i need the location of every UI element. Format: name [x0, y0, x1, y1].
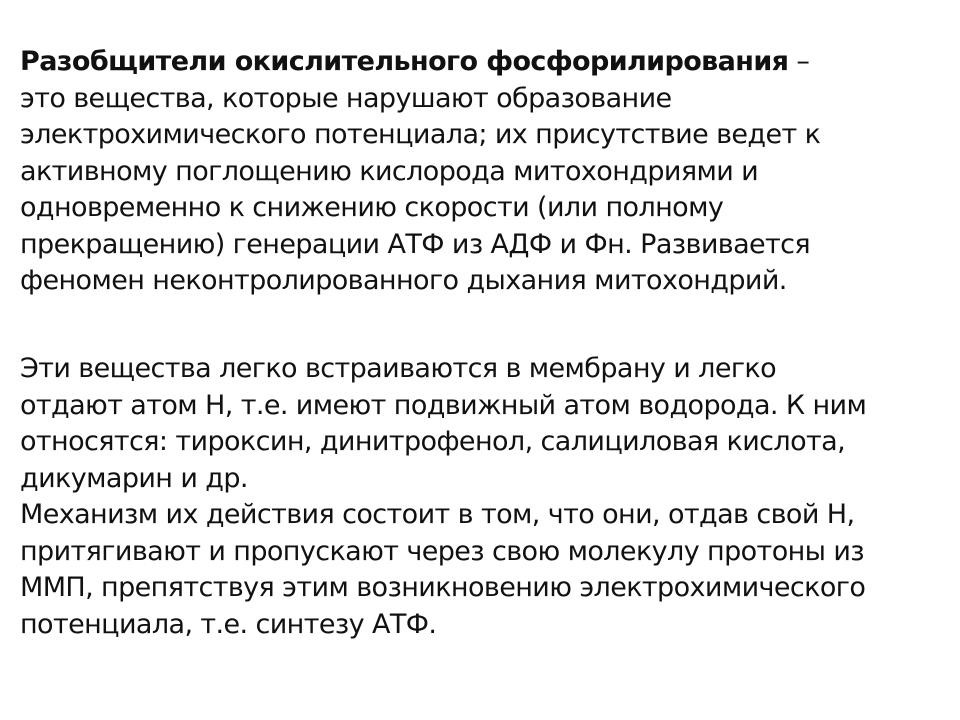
- definition-line: это вещества, которые нарушают образование: [20, 82, 672, 114]
- definition-paragraph: [20, 44, 950, 300]
- definition-term: Разобщители окислительного фосфорилирования: [20, 46, 789, 77]
- properties-line: Эти вещества легко встраиваются в мембрану и легко: [20, 353, 777, 384]
- mechanism-line: потенциала, т.е. синтезу АТФ.: [20, 608, 437, 640]
- definition-line: прекращению) генерации АТФ из АДФ и Фн. Развивается: [20, 228, 811, 260]
- mechanism-line: ММП, препятствуя этим возникновению электрохимического: [20, 572, 866, 603]
- properties-line: дикумарин и др.: [20, 462, 248, 494]
- properties-paragraph: [20, 351, 950, 643]
- definition-line: одновременно к снижению скорости (или полному: [20, 192, 724, 223]
- definition-line: феномен неконтролированного дыхания митохондрий.: [20, 265, 787, 296]
- properties-line: относятся: тироксин, динитрофенол, салициловая кислота,: [20, 426, 846, 457]
- definition-dash: –: [788, 46, 810, 77]
- definition-line: электрохимического потенциала; их присутствие ведет к: [20, 119, 821, 150]
- definition-line: активному поглощению кислорода митохондриями и: [20, 155, 759, 187]
- definition-first-line: [20, 44, 950, 81]
- mechanism-line: Механизм их действия состоит в том, что они, отдав свой Н,: [20, 499, 855, 530]
- properties-line: отдают атом Н, т.е. имеют подвижный атом водорода. К ним: [20, 389, 867, 421]
- mechanism-line: притягивают и пропускают через свою молекулу протоны из: [20, 535, 865, 567]
